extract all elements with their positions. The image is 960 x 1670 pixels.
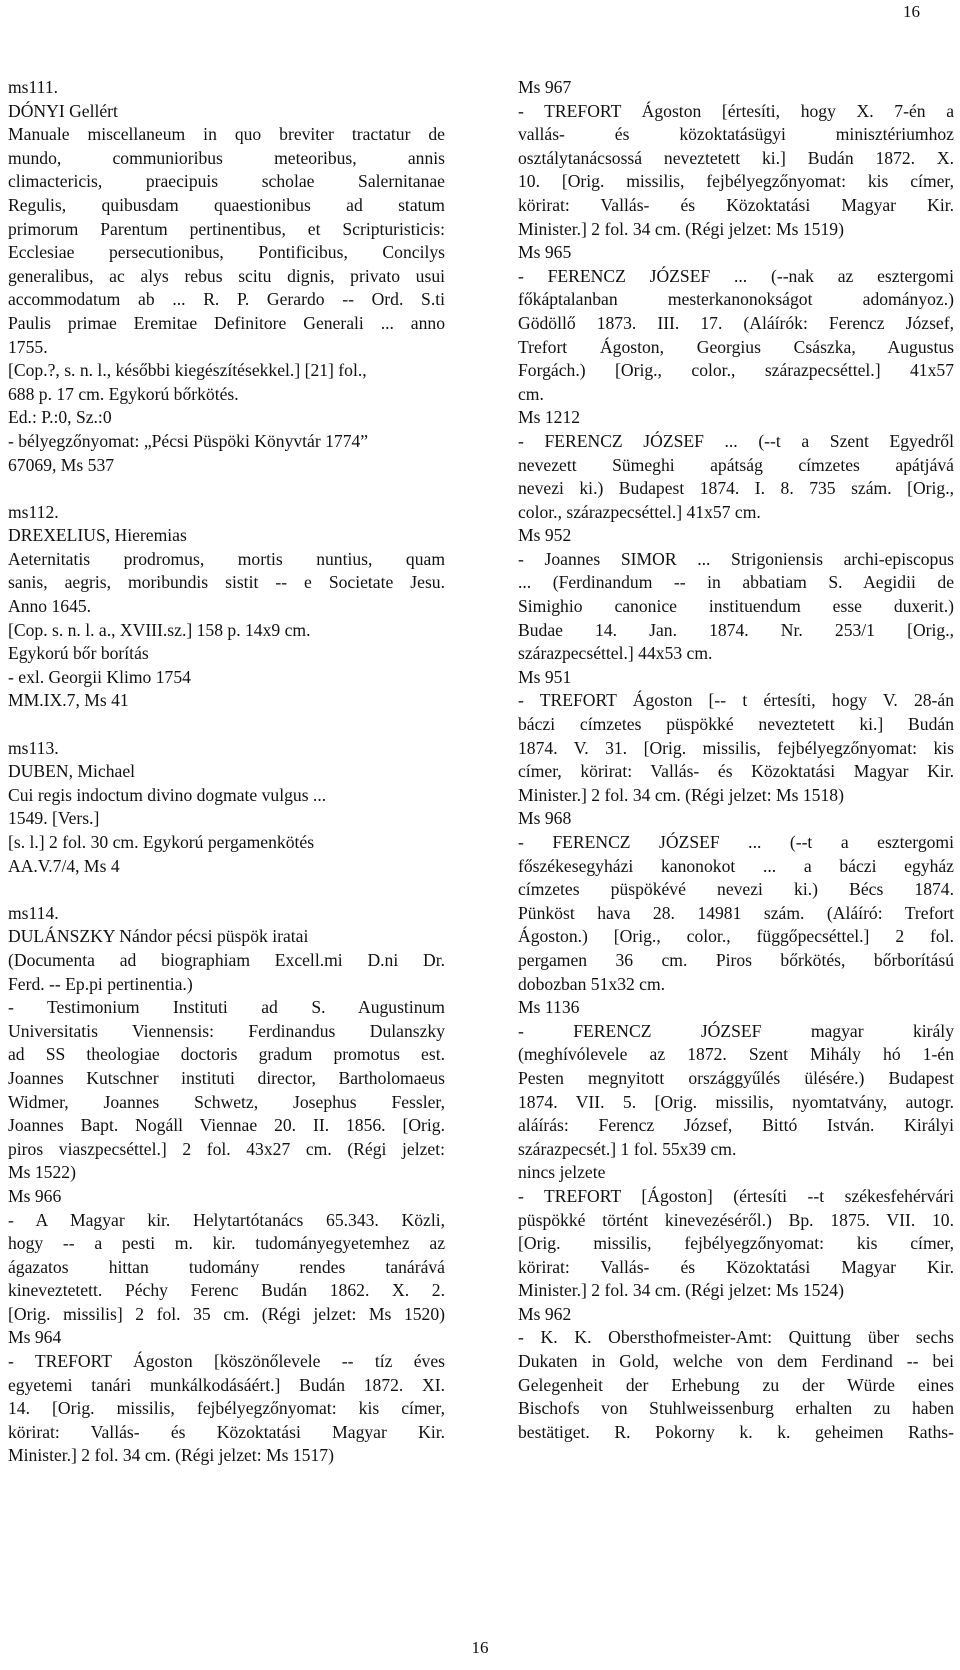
left-column-text-line: Ferd. -- Ep.pi pertinentia.) bbox=[8, 973, 193, 994]
right-column-text-line: - FERENCZ JÓZSEF ... (--t a esztergomi bbox=[518, 832, 954, 852]
left-column-text-line: 14. [Orig. missilis, fejbélyegzőnyomat: kis címer, bbox=[8, 1398, 445, 1419]
right-column-text-line: nevezi ki.) Budapest 1874. I. 8. 735 szám. [Orig., bbox=[518, 478, 954, 499]
right-column-text-line: Forgách.) [Orig., color., szárazpecséttel.] 41x57 bbox=[518, 360, 954, 381]
left-column-text-line: DUBEN, Michael bbox=[8, 761, 136, 782]
right-column-text-line: (meghívólevele az 1872. Szent Mihály hó 1-én bbox=[518, 1044, 954, 1065]
left-column-text-line: ms112. bbox=[8, 501, 59, 522]
right-column bbox=[518, 76, 954, 1444]
left-column-text-line: ms113. bbox=[8, 737, 59, 758]
left-column-text-line: mundo, communioribus meteoribus, annis bbox=[8, 147, 445, 168]
right-column-text-line: Minister.] 2 fol. 34 cm. (Régi jelzet: Ms 1519) bbox=[518, 218, 844, 239]
right-column-text-line: 1874. VII. 5. [Orig. missilis, nyomtatvány, autogr. bbox=[518, 1091, 954, 1112]
right-column-text-line: címer, körirat: Vallás- és Közoktatási Magyar Kir. bbox=[518, 761, 954, 782]
left-column-text-line: DREXELIUS, Hieremias bbox=[8, 525, 187, 546]
left-column-text-line: primorum Parentum pertinentibus, et Scripturisticis: bbox=[8, 218, 445, 239]
left-column-text-line: 1549. [Vers.] bbox=[8, 808, 100, 829]
left-column-text-line: kineveztetett. Péchy Ferenc Budán 1862. X. 2. bbox=[8, 1280, 445, 1301]
left-column-text-line: egyetemi tanári munkálkodásáért.] Budán 1872. XI. bbox=[8, 1374, 445, 1395]
right-column-text-line: Ms 965 bbox=[518, 242, 572, 263]
left-column-text-line: MM.IX.7, Ms 41 bbox=[8, 690, 129, 711]
left-column-text-line: accommodatum ab ... R. P. Gerardo -- Ord. S.ti bbox=[8, 289, 445, 310]
left-column-text-line: Minister.] 2 fol. 34 cm. (Régi jelzet: Ms 1517) bbox=[8, 1445, 334, 1466]
left-column-text-line: körirat: Vallás- és Közoktatási Magyar Kir. bbox=[8, 1421, 445, 1442]
right-column-text-line: - FERENCZ JÓZSEF ... (--nak az esztergomi bbox=[518, 265, 954, 286]
left-column-text-line: 688 p. 17 cm. Egykorú bőrkötés. bbox=[8, 383, 239, 404]
right-column-text-line: Minister.] 2 fol. 34 cm. (Régi jelzet: Ms 1518) bbox=[518, 784, 844, 805]
right-column-text-line: Ms 962 bbox=[518, 1303, 572, 1324]
right-column-text-line: - FERENCZ JÓZSEF ... (--t a Szent Egyedről bbox=[518, 430, 954, 451]
right-column-text-line: Bischofs von Stuhlweissenburg erhalten zu haben bbox=[518, 1398, 954, 1419]
right-column-text-line: cm. bbox=[518, 383, 544, 404]
right-column-text-line: pergamen 36 cm. Piros bőrkötés, bőrborítású bbox=[518, 949, 954, 970]
left-column-text-line: Aeternitatis prodromus, mortis nuntius, quam bbox=[8, 548, 445, 569]
left-column-blank-line bbox=[8, 713, 445, 737]
left-column bbox=[8, 76, 445, 1468]
left-column-text-line: Manuale miscellaneum in quo breviter tractatur de bbox=[8, 124, 445, 145]
left-column-text-line: - TREFORT Ágoston [köszönőlevele -- tíz éves bbox=[8, 1351, 445, 1372]
right-column-text-line: Pesten megnyitott országgyűlés ülésére.) Budapest bbox=[518, 1067, 954, 1088]
right-column-text-line: ... (Ferdinandum -- in abbatiam S. Aegidii de bbox=[518, 572, 954, 593]
left-column-text-line: - exl. Georgii Klimo 1754 bbox=[8, 666, 191, 687]
left-column-text-line: Ed.: P.:0, Sz.:0 bbox=[8, 407, 112, 428]
right-column-text-line: dobozban 51x32 cm. bbox=[518, 973, 666, 994]
left-column-text-line: Cui regis indoctum divino dogmate vulgus ... bbox=[8, 784, 327, 805]
right-column-text-line: 10. [Orig. missilis, fejbélyegzőnyomat: kis címer, bbox=[518, 171, 954, 192]
right-column-text-line: vallás- és közoktatásügyi minisztériumhoz bbox=[518, 124, 954, 145]
right-column-text-line: Ms 951 bbox=[518, 666, 572, 687]
left-column-text-line: - Testimonium Instituti ad S. Augustinum bbox=[8, 997, 445, 1018]
left-column-text-line: Universitatis Viennensis: Ferdinandus Dulanszky bbox=[8, 1020, 445, 1041]
left-column-text-line: [Orig. missilis] 2 fol. 35 cm. (Régi jelzet: Ms 1520) bbox=[8, 1303, 445, 1324]
left-column-text-line: ms111. bbox=[8, 77, 59, 97]
right-column-text-line: Ms 1136 bbox=[518, 997, 580, 1018]
right-column-text-line: körirat: Vallás- és Közoktatási Magyar Kir. bbox=[518, 1256, 954, 1277]
right-column-text-line: Trefort Ágoston, Georgius Császka, Augustus bbox=[518, 336, 954, 357]
left-column-text-line: DÓNYI Gellért bbox=[8, 100, 118, 121]
right-column-text-line: Ágoston.) [Orig., color., függőpecséttel.] 2 fol. bbox=[518, 926, 954, 947]
right-column-text-line: - K. K. Obersthofmeister-Amt: Quittung über sechs bbox=[518, 1327, 954, 1348]
left-column-text-line: 67069, Ms 537 bbox=[8, 454, 115, 475]
left-column-text-line: Paulis primae Eremitae Definitore Generali ... anno bbox=[8, 312, 445, 333]
right-column-text-line: Ms 968 bbox=[518, 808, 572, 829]
left-column-text-line: generalibus, ac alys rebus scitu dignis, privato usui bbox=[8, 265, 445, 286]
left-column-text-line: Widmer, Joannes Schwetz, Josephus Fessler, bbox=[8, 1091, 445, 1112]
right-column-text-line: Ms 967 bbox=[518, 77, 572, 97]
left-column-text-line: Joannes Kutschner instituti director, Bartholomaeus bbox=[8, 1067, 445, 1088]
right-column-text-line: osztálytanácsossá neveztetett ki.] Budán 1872. X. bbox=[518, 147, 954, 168]
left-column-text-line: - bélyegzőnyomat: „Pécsi Püspöki Könyvtár 1774” bbox=[8, 430, 369, 451]
left-column-text-line: Ms 1522) bbox=[8, 1162, 76, 1183]
right-column-text-line: Gödöllő 1873. III. 17. (Aláírók: Ferencz József, bbox=[518, 312, 954, 333]
right-column-text-line: - Joannes SIMOR ... Strigoniensis archi-episcopus bbox=[518, 548, 954, 569]
right-column-text-line: főszékesegyházi kanonokot ... a báczi egyház bbox=[518, 855, 954, 876]
right-column-text-line: báczi címzetes püspökké neveztetett ki.] Budán bbox=[518, 714, 954, 735]
right-column-text-line: nevezett Sümeghi apátság címzetes apátjává bbox=[518, 454, 954, 475]
right-column-text-line: püspökké történt kinevezéséről.) Bp. 1875. VII. 10. bbox=[518, 1209, 954, 1230]
left-column-text-line: ms114. bbox=[8, 902, 59, 923]
right-column-text-line: Minister.] 2 fol. 34 cm. (Régi jelzet: Ms 1524) bbox=[518, 1280, 844, 1301]
right-column-text-line: Pünköst hava 28. 14981 szám. (Aláíró: Trefort bbox=[518, 902, 954, 923]
page-number-top: 16 bbox=[903, 2, 920, 21]
left-column-text-line: Ecclesiae persecutionibus, Pontificibus, Concilys bbox=[8, 242, 445, 263]
right-column-text-line: - TREFORT [Ágoston] (értesíti --t székesfehérvári bbox=[518, 1185, 954, 1206]
right-column-text-line: körirat: Vallás- és Közoktatási Magyar Kir. bbox=[518, 194, 954, 215]
right-column-text-line: szárazpecséttel.] 44x53 cm. bbox=[518, 643, 713, 664]
left-column-text-line: (Documenta ad biographiam Excell.mi D.ni Dr. bbox=[8, 949, 445, 970]
left-column-text-line: sanis, aegris, moribundis sistit -- e Societate Jesu. bbox=[8, 572, 445, 593]
left-column-text-line: Anno 1645. bbox=[8, 596, 92, 617]
left-column-text-line: DULÁNSZKY Nándor pécsi püspök iratai bbox=[8, 926, 309, 947]
right-column-text-line: - TREFORT Ágoston [-- t értesíti, hogy V. 28-án bbox=[518, 690, 954, 711]
right-column-text-line: szárazpecsét.] 1 fol. 55x39 cm. bbox=[518, 1138, 737, 1159]
right-column-text-line: color., szárazpecséttel.] 41x57 cm. bbox=[518, 501, 761, 522]
left-column-blank-line bbox=[8, 878, 445, 902]
left-column-text-line: Ms 964 bbox=[8, 1327, 62, 1348]
left-column-text-line: climactericis, praecipuis scholae Salernitanae bbox=[8, 171, 445, 192]
left-column-text-line: [Cop. s. n. l. a., XVIII.sz.] 158 p. 14x9 cm. bbox=[8, 619, 311, 640]
left-column-text-line: Ms 966 bbox=[8, 1185, 62, 1206]
right-column-text-line: Ms 1212 bbox=[518, 407, 581, 428]
right-column-text-line: - TREFORT Ágoston [értesíti, hogy X. 7-én a bbox=[518, 100, 954, 121]
right-column-text-line: Budae 14. Jan. 1874. Nr. 253/1 [Orig., bbox=[518, 619, 954, 640]
left-column-text-line: ágazatos hittan tudomány rendes tanárává bbox=[8, 1256, 445, 1277]
right-column-text-line: 1874. V. 31. [Orig. missilis, fejbélyegzőnyomat: kis bbox=[518, 737, 954, 758]
left-column-text-line: AA.V.7/4, Ms 4 bbox=[8, 855, 120, 876]
left-column-text-line: - A Magyar kir. Helytartótanács 65.343. Közli, bbox=[8, 1209, 445, 1230]
left-column-text-line: Joannes Bapt. Nogáll Viennae 20. II. 1856. [Orig. bbox=[8, 1115, 445, 1136]
right-column-text-line: bestätiget. R. Pokorny k. k. geheimen Raths- bbox=[518, 1421, 954, 1442]
right-column-text-line: főkáptalanban mesterkanonokságot adományoz.) bbox=[518, 289, 954, 310]
left-column-text-line: [s. l.] 2 fol. 30 cm. Egykorú pergamenkötés bbox=[8, 832, 315, 852]
right-column-text-line: Simighio canonice instituendum esse duxerit.) bbox=[518, 596, 954, 617]
right-column-text-line: címzetes püspökévé nevezi ki.) Bécs 1874. bbox=[518, 879, 954, 900]
right-column-text-line: nincs jelzete bbox=[518, 1162, 606, 1183]
left-column-text-line: 1755. bbox=[8, 336, 48, 357]
left-column-text-line: Regulis, quibusdam quaestionibus ad statum bbox=[8, 194, 445, 215]
right-column-text-line: [Orig. missilis, fejbélyegzőnyomat: kis címer, bbox=[518, 1233, 954, 1254]
right-column-text-line: aláírás: Ferencz József, Bittó István. Királyi bbox=[518, 1115, 954, 1136]
left-column-text-line: piros viaszpecséttel.] 2 fol. 43x27 cm. (Régi jelzet: bbox=[8, 1138, 445, 1159]
left-column-text-line: Egykorú bőr borítás bbox=[8, 643, 149, 664]
left-column-blank-line bbox=[8, 477, 445, 501]
left-column-text-line: [Cop.?, s. n. l., későbbi kiegészítésekkel.] [21] fol., bbox=[8, 360, 367, 381]
right-column-text-line: - FERENCZ JÓZSEF magyar király bbox=[518, 1020, 954, 1041]
right-column-text-line: Dukaten in Gold, welche von dem Ferdinand -- bei bbox=[518, 1351, 954, 1372]
page-number-bottom: 16 bbox=[471, 1638, 489, 1657]
left-column-text-line: hogy -- a pesti m. kir. tudományegyetemhez az bbox=[8, 1233, 445, 1254]
right-column-text-line: Ms 952 bbox=[518, 525, 572, 546]
left-column-text-line: ad SS theologiae doctoris gradum promotus est. bbox=[8, 1044, 445, 1065]
right-column-text-line: Gelegenheit der Erhebung zu der Würde eines bbox=[518, 1374, 954, 1395]
